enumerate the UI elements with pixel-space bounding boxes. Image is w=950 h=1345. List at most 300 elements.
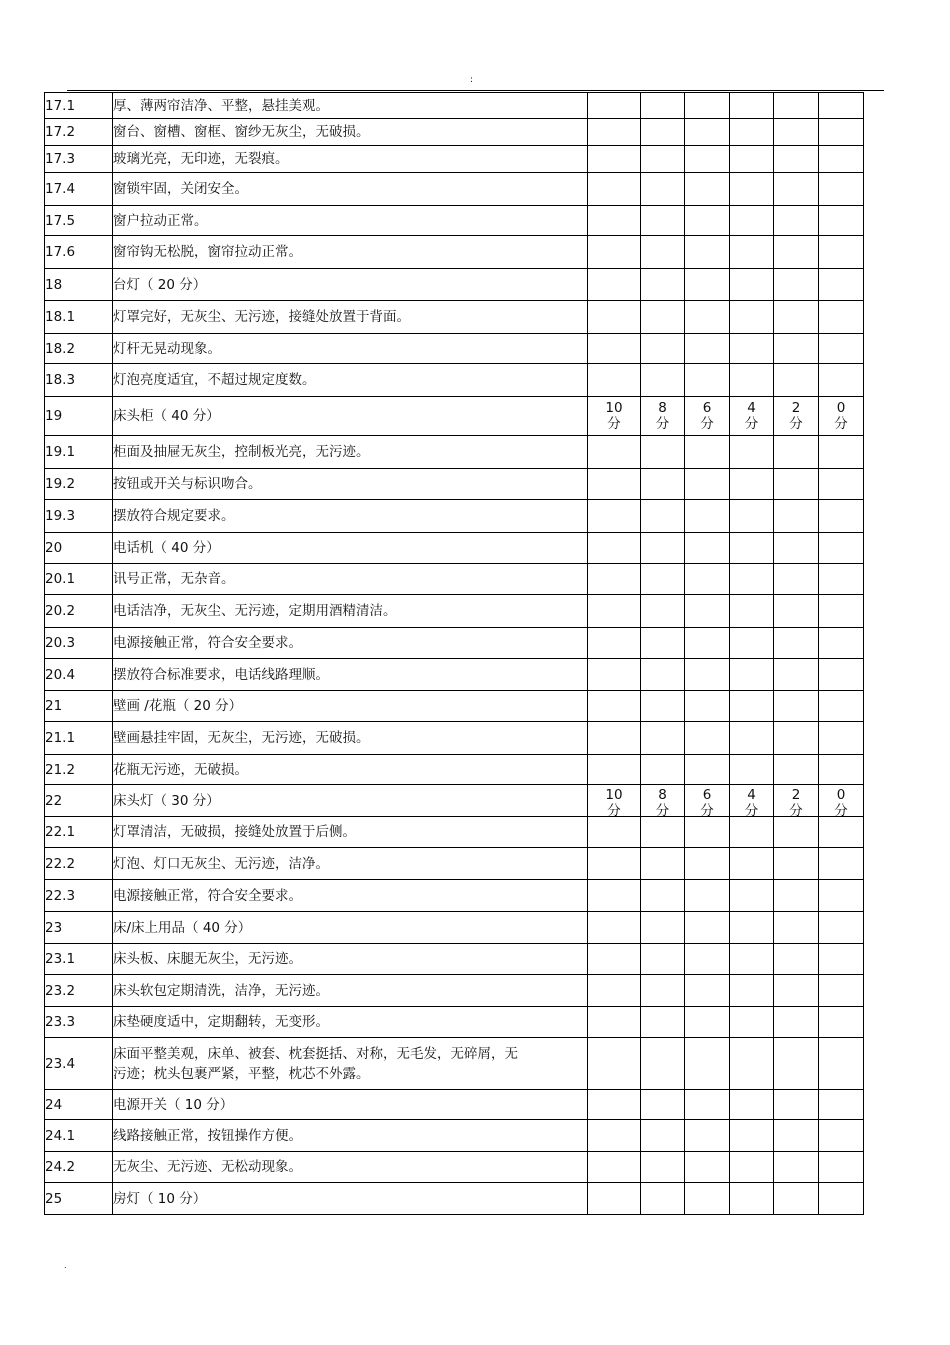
score-cell	[730, 436, 774, 469]
item-number: 21.2	[45, 755, 113, 785]
score-cell	[588, 397, 641, 436]
item-description: 电源接触正常，符合安全要求。	[113, 880, 588, 912]
score-cell	[774, 785, 819, 817]
score-cell	[730, 119, 774, 146]
score-cell	[774, 817, 819, 848]
score-cell	[819, 817, 864, 848]
score-cell	[641, 1152, 685, 1183]
item-number: 17.5	[45, 206, 113, 236]
score-cell	[730, 334, 774, 364]
score-cell	[819, 533, 864, 564]
score-unit: 分	[789, 803, 803, 819]
table-row	[45, 628, 864, 659]
item-description: 讯号正常，无杂音。	[113, 564, 588, 595]
item-number: 23.4	[45, 1038, 113, 1090]
score-cell	[588, 785, 641, 817]
item-number: 19.2	[45, 469, 113, 500]
item-number: 19.3	[45, 500, 113, 533]
score-cell	[588, 722, 641, 755]
score-cell	[641, 364, 685, 397]
score-cell	[730, 236, 774, 269]
item-description: 床/床上用品（ 40 分）	[113, 912, 588, 944]
score-cell	[588, 595, 641, 628]
score-cell	[774, 1007, 819, 1038]
score-cell	[641, 848, 685, 880]
item-number: 24.1	[45, 1120, 113, 1152]
score-cell	[588, 1152, 641, 1183]
item-description: 房灯（ 10 分）	[113, 1183, 588, 1215]
item-number: 21	[45, 691, 113, 722]
score-cell	[774, 912, 819, 944]
table-row	[45, 364, 864, 397]
score-cell	[730, 1038, 774, 1090]
score-cell	[819, 1090, 864, 1120]
score-cell	[774, 334, 819, 364]
item-description: 窗帘钩无松脱，窗帘拉动正常。	[113, 236, 588, 269]
item-number: 22.1	[45, 817, 113, 848]
score-cell	[685, 912, 730, 944]
table-row	[45, 944, 864, 975]
item-number: 22.3	[45, 880, 113, 912]
item-description: 台灯（ 20 分）	[113, 269, 588, 301]
score-cell	[685, 659, 730, 691]
score-option	[641, 400, 684, 432]
score-cell	[641, 1183, 685, 1215]
score-cell	[641, 436, 685, 469]
score-unit: 分	[700, 803, 714, 819]
footer-mark: .	[64, 1261, 67, 1270]
table-row	[45, 334, 864, 364]
score-points: 2	[791, 400, 801, 416]
score-cell	[588, 119, 641, 146]
score-cell	[774, 173, 819, 206]
item-description: 灯泡亮度适宜，不超过规定度数。	[113, 364, 588, 397]
score-cell	[588, 628, 641, 659]
score-cell	[819, 469, 864, 500]
table-row	[45, 755, 864, 785]
score-cell	[685, 1152, 730, 1183]
score-cell	[819, 500, 864, 533]
item-description: 灯罩清洁，无破损，接缝处放置于后侧。	[113, 817, 588, 848]
score-cell	[685, 334, 730, 364]
item-number: 23.3	[45, 1007, 113, 1038]
table-row	[45, 236, 864, 269]
score-cell	[730, 469, 774, 500]
item-number: 17.4	[45, 173, 113, 206]
item-number: 20.1	[45, 564, 113, 595]
table-row	[45, 119, 864, 146]
score-cell	[774, 119, 819, 146]
score-cell	[685, 1120, 730, 1152]
score-cell	[819, 436, 864, 469]
score-unit: 分	[607, 416, 621, 432]
score-cell	[819, 93, 864, 119]
score-cell	[774, 848, 819, 880]
score-cell	[730, 912, 774, 944]
table-row	[45, 595, 864, 628]
score-cell	[641, 722, 685, 755]
item-description: 灯罩完好，无灰尘、无污迹，接缝处放置于背面。	[113, 301, 588, 334]
score-cell	[588, 944, 641, 975]
score-cell	[641, 173, 685, 206]
item-description: 床头柜（ 40 分）	[113, 397, 588, 436]
score-cell	[685, 1090, 730, 1120]
score-option	[774, 787, 818, 819]
score-cell	[641, 944, 685, 975]
score-cell	[730, 944, 774, 975]
score-option	[774, 400, 818, 432]
score-cell	[774, 1152, 819, 1183]
score-cell	[588, 848, 641, 880]
score-cell	[588, 1007, 641, 1038]
score-cell	[685, 301, 730, 334]
score-cell	[730, 397, 774, 436]
table-row	[45, 146, 864, 173]
score-cell	[588, 659, 641, 691]
score-cell	[730, 785, 774, 817]
score-cell	[774, 236, 819, 269]
table-row	[45, 691, 864, 722]
table-row	[45, 912, 864, 944]
score-cell	[588, 436, 641, 469]
item-number: 18.1	[45, 301, 113, 334]
score-cell	[730, 146, 774, 173]
score-cell	[685, 880, 730, 912]
score-cell	[774, 146, 819, 173]
score-cell	[641, 564, 685, 595]
score-cell	[685, 93, 730, 119]
score-cell	[588, 173, 641, 206]
score-cell	[819, 1120, 864, 1152]
score-points: 0	[836, 400, 846, 416]
item-number: 19.1	[45, 436, 113, 469]
item-number: 23.1	[45, 944, 113, 975]
score-unit: 分	[789, 416, 803, 432]
score-cell	[641, 119, 685, 146]
score-cell	[819, 975, 864, 1007]
score-cell	[685, 119, 730, 146]
item-number: 25	[45, 1183, 113, 1215]
score-cell	[641, 755, 685, 785]
item-number: 22.2	[45, 848, 113, 880]
table-row	[45, 269, 864, 301]
item-description: 床头板、床腿无灰尘，无污迹。	[113, 944, 588, 975]
item-number: 17.1	[45, 93, 113, 119]
table-row	[45, 722, 864, 755]
item-number: 18.2	[45, 334, 113, 364]
score-cell	[730, 1007, 774, 1038]
score-cell	[819, 564, 864, 595]
score-cell	[730, 301, 774, 334]
table-row	[45, 785, 864, 817]
score-cell	[685, 564, 730, 595]
table-row	[45, 436, 864, 469]
score-cell	[730, 1120, 774, 1152]
item-description: 花瓶无污迹，无破损。	[113, 755, 588, 785]
score-cell	[730, 628, 774, 659]
score-cell	[641, 500, 685, 533]
table-row	[45, 880, 864, 912]
item-description: 按钮或开关与标识吻合。	[113, 469, 588, 500]
score-cell	[641, 628, 685, 659]
score-cell	[730, 722, 774, 755]
score-cell	[641, 533, 685, 564]
score-cell	[685, 173, 730, 206]
item-number: 23.2	[45, 975, 113, 1007]
item-description: 床头灯（ 30 分）	[113, 785, 588, 817]
score-cell	[685, 1007, 730, 1038]
score-cell	[588, 912, 641, 944]
score-cell	[774, 269, 819, 301]
score-cell	[730, 173, 774, 206]
item-number: 17.2	[45, 119, 113, 146]
score-cell	[774, 722, 819, 755]
score-cell	[819, 301, 864, 334]
header-rule	[67, 90, 884, 91]
score-cell	[774, 1090, 819, 1120]
score-cell	[685, 595, 730, 628]
score-cell	[588, 146, 641, 173]
score-points: 4	[747, 787, 756, 803]
score-points: 10	[605, 400, 623, 416]
score-cell	[819, 628, 864, 659]
score-cell	[641, 1007, 685, 1038]
score-cell	[819, 755, 864, 785]
score-cell	[819, 173, 864, 206]
item-description: 柜面及抽屉无灰尘，控制板光亮，无污迹。	[113, 436, 588, 469]
score-cell	[819, 659, 864, 691]
score-option	[588, 787, 640, 819]
table-row	[45, 1090, 864, 1120]
score-unit: 分	[834, 803, 848, 819]
item-description: 灯杆无晃动现象。	[113, 334, 588, 364]
item-description: 床垫硬度适中，定期翻转，无变形。	[113, 1007, 588, 1038]
score-unit: 分	[607, 803, 621, 819]
score-cell	[685, 1038, 730, 1090]
score-cell	[730, 93, 774, 119]
score-cell	[588, 334, 641, 364]
table-body	[45, 93, 864, 1215]
score-cell	[641, 1120, 685, 1152]
item-number: 24	[45, 1090, 113, 1120]
score-cell	[685, 817, 730, 848]
table-row	[45, 533, 864, 564]
score-option	[685, 400, 729, 432]
score-cell	[774, 691, 819, 722]
score-cell	[730, 880, 774, 912]
score-cell	[774, 436, 819, 469]
score-cell	[588, 301, 641, 334]
score-cell	[588, 817, 641, 848]
score-cell	[774, 397, 819, 436]
score-unit: 分	[700, 416, 714, 432]
score-cell	[685, 469, 730, 500]
item-number: 22	[45, 785, 113, 817]
item-number: 19	[45, 397, 113, 436]
score-cell	[819, 912, 864, 944]
score-cell	[819, 206, 864, 236]
score-cell	[774, 469, 819, 500]
score-cell	[774, 533, 819, 564]
item-number: 21.1	[45, 722, 113, 755]
score-cell	[774, 975, 819, 1007]
score-cell	[685, 500, 730, 533]
item-description: 壁画 /花瓶（ 20 分）	[113, 691, 588, 722]
score-cell	[730, 848, 774, 880]
score-cell	[730, 595, 774, 628]
score-cell	[819, 1183, 864, 1215]
score-cell	[819, 397, 864, 436]
table-row	[45, 1007, 864, 1038]
table-row	[45, 975, 864, 1007]
score-cell	[730, 817, 774, 848]
score-cell	[588, 469, 641, 500]
score-points: 2	[791, 787, 801, 803]
score-cell	[774, 364, 819, 397]
score-cell	[819, 1152, 864, 1183]
score-cell	[641, 469, 685, 500]
score-cell	[730, 691, 774, 722]
score-cell	[774, 564, 819, 595]
score-cell	[641, 397, 685, 436]
table-row	[45, 469, 864, 500]
score-cell	[588, 206, 641, 236]
item-number: 18	[45, 269, 113, 301]
score-cell	[819, 722, 864, 755]
inspection-score-table	[44, 92, 864, 1215]
score-cell	[819, 880, 864, 912]
score-option	[588, 400, 640, 432]
item-number: 23	[45, 912, 113, 944]
score-cell	[641, 1090, 685, 1120]
score-option	[685, 787, 729, 819]
score-cell	[819, 1038, 864, 1090]
score-cell	[588, 975, 641, 1007]
table-row	[45, 397, 864, 436]
score-cell	[819, 944, 864, 975]
score-cell	[685, 146, 730, 173]
item-description: 厚、薄两帘洁净、平整，悬挂美观。	[113, 93, 588, 119]
item-number: 24.2	[45, 1152, 113, 1183]
item-number: 20.3	[45, 628, 113, 659]
score-option	[819, 787, 863, 819]
score-cell	[774, 206, 819, 236]
score-cell	[774, 1183, 819, 1215]
score-cell	[641, 912, 685, 944]
score-cell	[641, 975, 685, 1007]
score-cell	[774, 628, 819, 659]
header-mark: :	[470, 75, 474, 85]
score-cell	[588, 269, 641, 301]
score-cell	[685, 364, 730, 397]
table-row	[45, 1120, 864, 1152]
table-row	[45, 500, 864, 533]
score-cell	[685, 848, 730, 880]
score-cell	[588, 93, 641, 119]
score-cell	[730, 533, 774, 564]
score-unit: 分	[744, 416, 759, 432]
item-description: 窗锁牢固，关闭安全。	[113, 173, 588, 206]
score-unit: 分	[834, 416, 848, 432]
score-cell	[641, 236, 685, 269]
score-cell	[588, 1038, 641, 1090]
score-cell	[774, 880, 819, 912]
score-cell	[685, 755, 730, 785]
score-cell	[730, 500, 774, 533]
table-row	[45, 1038, 864, 1090]
score-cell	[685, 722, 730, 755]
table-row	[45, 173, 864, 206]
score-cell	[685, 397, 730, 436]
score-cell	[774, 1038, 819, 1090]
table-row	[45, 659, 864, 691]
score-cell	[730, 659, 774, 691]
item-description: 电话洁净，无灰尘、无污迹，定期用酒精清洁。	[113, 595, 588, 628]
item-description: 窗户拉动正常。	[113, 206, 588, 236]
item-description: 壁画悬挂牢固，无灰尘，无污迹，无破损。	[113, 722, 588, 755]
score-cell	[685, 944, 730, 975]
score-cell	[588, 564, 641, 595]
score-cell	[819, 119, 864, 146]
item-description: 电话机（ 40 分）	[113, 533, 588, 564]
score-cell	[588, 1090, 641, 1120]
score-option	[819, 400, 863, 432]
score-points: 6	[702, 400, 712, 416]
score-cell	[774, 93, 819, 119]
table-row	[45, 206, 864, 236]
score-cell	[819, 364, 864, 397]
score-cell	[641, 93, 685, 119]
score-cell	[730, 1090, 774, 1120]
item-description: 窗台、窗槽、窗框、窗纱无灰尘，无破损。	[113, 119, 588, 146]
score-cell	[641, 659, 685, 691]
score-cell	[641, 880, 685, 912]
score-cell	[730, 1152, 774, 1183]
score-cell	[641, 1038, 685, 1090]
score-cell	[588, 1183, 641, 1215]
score-cell	[730, 1183, 774, 1215]
score-cell	[685, 206, 730, 236]
score-option	[730, 787, 773, 819]
item-number: 20.2	[45, 595, 113, 628]
score-cell	[819, 691, 864, 722]
table-row	[45, 564, 864, 595]
score-points: 6	[702, 787, 712, 803]
score-cell	[730, 564, 774, 595]
score-cell	[685, 269, 730, 301]
score-unit: 分	[744, 803, 759, 819]
score-cell	[819, 334, 864, 364]
score-cell	[730, 364, 774, 397]
item-description: 电源接触正常，符合安全要求。	[113, 628, 588, 659]
score-cell	[774, 944, 819, 975]
item-number: 17.3	[45, 146, 113, 173]
score-option	[641, 787, 684, 819]
item-number: 20	[45, 533, 113, 564]
score-points: 10	[605, 787, 623, 803]
score-cell	[819, 146, 864, 173]
score-cell	[588, 1120, 641, 1152]
score-cell	[641, 817, 685, 848]
score-unit: 分	[655, 416, 670, 432]
table-row	[45, 1183, 864, 1215]
score-points: 0	[836, 787, 846, 803]
score-option	[730, 400, 773, 432]
score-cell	[685, 1183, 730, 1215]
score-cell	[685, 975, 730, 1007]
score-cell	[730, 755, 774, 785]
score-unit: 分	[655, 803, 670, 819]
